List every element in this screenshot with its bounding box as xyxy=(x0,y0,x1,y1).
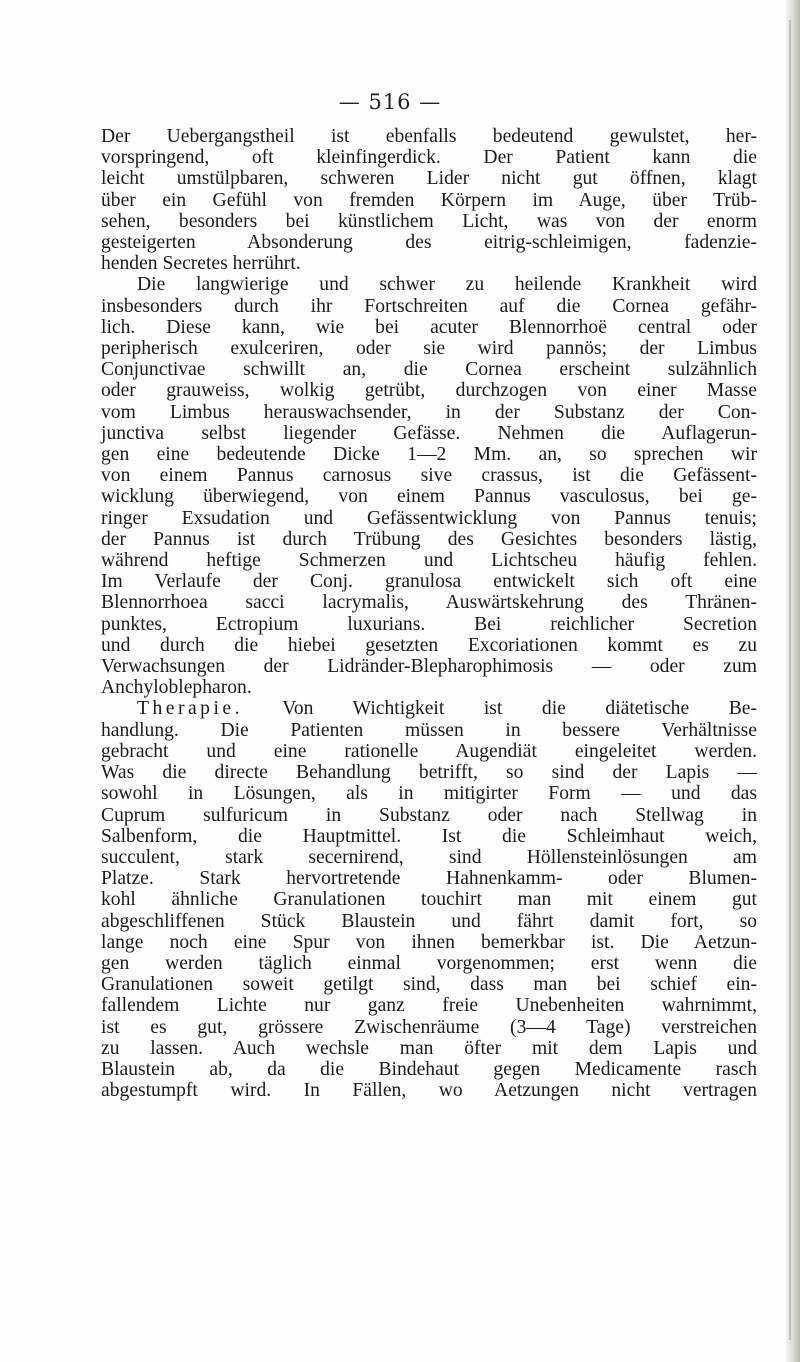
text-line: während heftige Schmerzen und Lichtscheu häufig fehlen. xyxy=(101,550,757,572)
text-line: fallendem Lichte nur ganz freie Unebenheiten wahrnimmt, xyxy=(101,995,757,1017)
text-line: abgeschliffenen Stück Blaustein und fährt damit fort, so xyxy=(101,910,757,932)
text-line: handlung. Die Patienten müssen in bessere Verhältnisse xyxy=(101,719,757,741)
text-line: Anchyloblepharon. xyxy=(101,677,252,699)
page-edge-line xyxy=(789,20,791,1340)
text-line: zu lassen. Auch wechsle man öfter mit dem Lapis und xyxy=(101,1037,757,1059)
text-line: ist es gut, grössere Zwischenräume (3—4 Tage) verstreichen xyxy=(101,1016,757,1038)
text-line: der Pannus ist durch Trübung des Gesichtes besonders lästig, xyxy=(101,528,757,550)
text-line: Granulationen soweit getilgt sind, dass man bei schief ein- xyxy=(101,974,757,996)
text-line: gebracht und eine rationelle Augendiät eingeleitet werden. xyxy=(101,740,757,762)
text-line: succulent, stark secernirend, sind Höllensteinlösungen am xyxy=(101,846,757,868)
body-text xyxy=(101,126,757,1101)
page-number: — 516 — xyxy=(338,90,442,114)
text-line: ringer Exsudation und Gefässentwicklung von Pannus tenuis; xyxy=(101,507,757,529)
text-line: wicklung überwiegend, von einem Pannus vasculosus, bei ge- xyxy=(101,486,757,508)
text-line: Salbenform, die Hauptmittel. Ist die Schleimhaut weich, xyxy=(101,825,757,847)
text-line: gen eine bedeutende Dicke 1—2 Mm. an, so sprechen wir xyxy=(101,444,757,466)
text-line: punktes, Ectropium luxurians. Bei reichlicher Secretion xyxy=(101,613,757,635)
text-line: über ein Gefühl von fremden Körpern im Auge, über Trüb- xyxy=(101,189,757,211)
text-line: peripherisch exulceriren, oder sie wird pannös; der Limbus xyxy=(101,338,757,360)
text-line: Conjunctivae schwillt an, die Cornea erscheint sulzähnlich xyxy=(101,359,757,381)
text-line: Platze. Stark hervortretende Hahnenkamm- oder Blumen- xyxy=(101,868,757,890)
text-line: Blennorrhoea sacci lacrymalis, Auswärtskehrung des Thränen- xyxy=(101,592,757,614)
text-line: und durch die hiebei gesetzten Excoriationen kommt es zu xyxy=(101,634,757,656)
text-line: Blaustein ab, da die Bindehaut gegen Medicamente rasch xyxy=(101,1058,757,1080)
text-line: henden Secretes herrührt. xyxy=(101,253,301,275)
text-line: Therapie. Von Wichtigkeit ist die diätetische Be- xyxy=(137,698,757,720)
text-line: lange noch eine Spur von ihnen bemerkbar ist. Die Aetzun- xyxy=(101,931,757,953)
text-line: Im Verlaufe der Conj. granulosa entwickelt sich oft eine xyxy=(101,571,757,593)
text-line: vorspringend, oft kleinfingerdick. Der Patient kann die xyxy=(101,147,757,169)
text-line: junctiva selbst liegender Gefässe. Nehmen die Auflagerun- xyxy=(101,422,757,444)
text-line: oder grauweiss, wolkig getrübt, durchzogen von einer Masse xyxy=(101,380,757,402)
text-line: sehen, besonders bei künstlichem Licht, was von der enorm xyxy=(101,210,757,232)
text-line: Was die directe Behandlung betrifft, so sind der Lapis — xyxy=(101,762,757,784)
text-line: abgestumpft wird. In Fällen, wo Aetzungen nicht vertragen xyxy=(101,1080,757,1102)
text-line: von einem Pannus carnosus sive crassus, ist die Gefässent- xyxy=(101,465,757,487)
text-line: Der Uebergangstheil ist ebenfalls bedeutend gewulstet, her- xyxy=(101,126,757,147)
text-line: Verwachsungen der Lidränder-Blepharophimosis — oder zum xyxy=(101,656,757,678)
text-line: Cuprum sulfuricum in Substanz oder nach Stellwag in xyxy=(101,804,757,826)
section-heading: Therapie. xyxy=(137,698,244,720)
text-line: leicht umstülpbaren, schweren Lider nicht gut öffnen, klagt xyxy=(101,168,757,190)
text-line: gesteigerten Absonderung des eitrig-schleimigen, fadenzie- xyxy=(101,232,757,254)
text-line: vom Limbus herauswachsender, in der Substanz der Con- xyxy=(101,401,757,423)
text-line: gen werden täglich einmal vorgenommen; erst wenn die xyxy=(101,952,757,974)
text-line: Die langwierige und schwer zu heilende Krankheit wird xyxy=(137,274,757,296)
text-line: lich. Diese kann, wie bei acuter Blennorrhoë central oder xyxy=(101,316,757,338)
text-line: insbesonders durch ihr Fortschreiten auf die Cornea gefähr- xyxy=(101,295,757,317)
text-line: sowohl in Lösungen, als in mitigirter Form — und das xyxy=(101,783,757,805)
text-line: kohl ähnliche Granulationen touchirt man mit einem gut xyxy=(101,889,757,911)
